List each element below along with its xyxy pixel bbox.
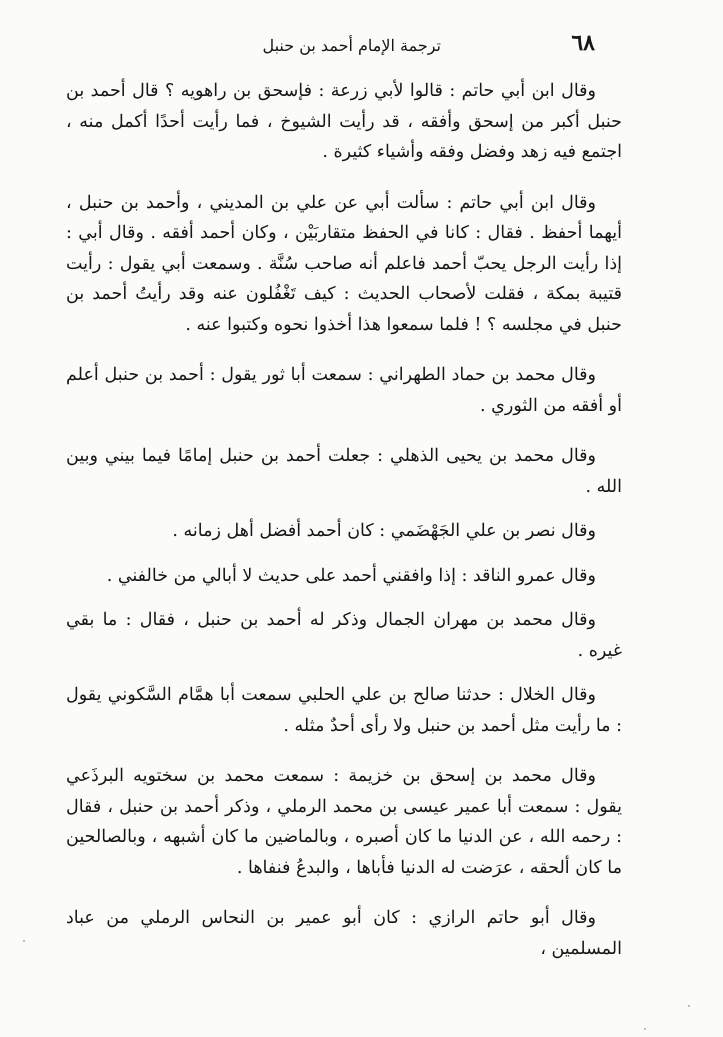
page-number: ٦٨ [571,30,595,56]
paragraph-al-khallal: وقال الخلال : حدثنا صالح بن علي الحلبي سمعت أبا همَّام السَّكوني يقول : ما رأيت مثل أحمد بن حنبل ولا رأى أحدٌ مثله . [66,685,622,736]
paragraph-ibn-khuzayma: وقال محمد بن إسحق بن خزيمة : سمعت محمد بن سختويه البرذَعي يقول : سمعت أبا عمير عيسى بن محمد الرملي ، وذكر أحمد بن حنبل ، فقال : رحمه الله ، عن الدنيا ما كان أصبره ، وبالماضين ما كان أشبهه ، وبالصالحين ما كان ألحقه ، عرَضت له الدنيا فأباها ، والبدعُ فنفاها . [66,766,622,878]
paper-speck [23,940,25,942]
paragraph-al-jahdami: وقال نصر بن علي الجَهْضَمي : كان أحمد أفضل أهل زمانه . [172,521,596,541]
paragraph-abu-zura: وقال ابن أبي حاتم : قالوا لأبي زرعة : فإسحق بن راهويه ؟ قال أحمد بن حنبل أكبر من إسحق وأفقه ، قد رأيت الشيوخ ، فما رأيت أحدًا أكمل منه ، اجتمع فيه زهد وفضل وفقه وأشياء كثيرة . [66,81,622,162]
paragraph-al-dhuhli: وقال محمد بن يحيى الذهلي : جعلت أحمد بن حنبل إمامًا فيما بيني وبين الله . [66,446,622,497]
running-title: ترجمة الإمام أحمد بن حنبل [262,36,441,55]
paragraph-abu-thawr: وقال محمد بن حماد الطهراني : سمعت أبا ثور يقول : أحمد بن حنبل أعلم أو أفقه من الثوري . [66,365,622,416]
paper-speck [688,1005,690,1007]
paper-speck [644,1028,646,1030]
paragraph-amr-al-naqid: وقال عمرو الناقد : إذا وافقني أحمد على حديث لا أبالي من خالفني . [106,565,596,586]
paragraph-al-jammal: وقال محمد بن مهران الجمال وذكر له أحمد بن حنبل ، فقال : ما بقي غيره . [66,610,622,661]
paragraph-ibn-al-madini: وقال ابن أبي حاتم : سألت أبي عن علي بن المديني ، وأحمد بن حنبل ، أيهما أحفظ . فقال : كانا في الحفظ متقاربَيْن ، وكان أحمد أفقه . وقال أبي : إذا رأيت الرجل يحبّ أحمد فاعلم أنه صاحب سُنَّة . وسمعت أبي يقول : رأيت قتيبة بمكة ، فقلت لأصحاب الحديث : كيف تَغْفُلون عنه وقد رأيتُ أحمد بن حنبل في مجلسه ؟ ! فلما سمعوا هذا أخذوا نحوه وكتبوا عنه . [66,192,622,335]
paragraph-abu-hatim: وقال أبو حاتم الرازي : كان أبو عمير بن النحاس الرملي من عباد المسلمين ، [66,908,622,959]
page-header [0,28,723,68]
page-body [66,76,622,984]
